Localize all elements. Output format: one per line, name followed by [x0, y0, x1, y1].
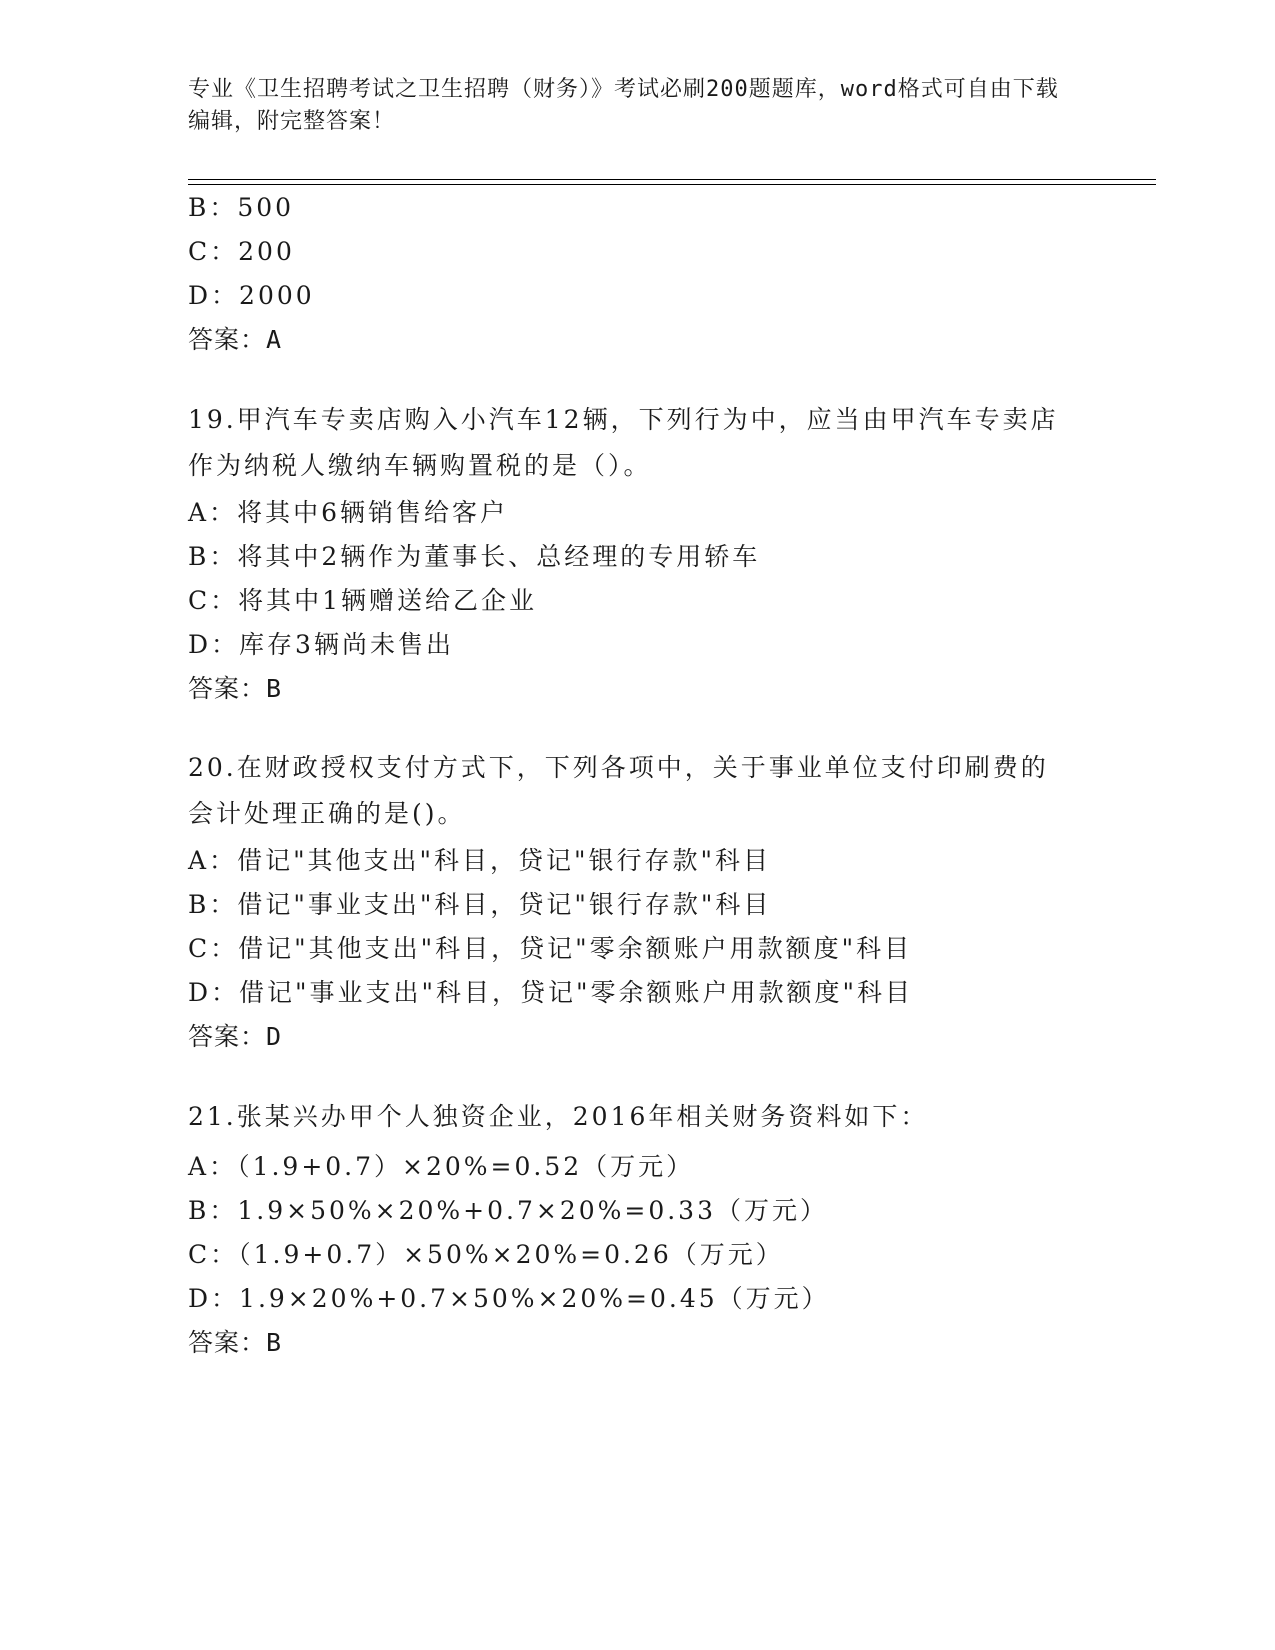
option-key: C：	[188, 237, 239, 266]
document-header	[188, 74, 1068, 138]
option-key: B：	[188, 890, 238, 919]
answer-label: 答案：	[188, 1022, 267, 1051]
option-key: A：	[188, 1152, 238, 1181]
option-key: D：	[188, 630, 240, 659]
option-text: 库存3辆尚未售出	[239, 630, 454, 659]
q21-option-d	[188, 1279, 1068, 1315]
option-text: 借记"事业支出"科目，贷记"银行存款"科目	[237, 890, 772, 919]
q19-answer	[188, 669, 282, 705]
option-text: 借记"其他支出"科目，贷记"零余额账户用款额度"科目	[238, 934, 913, 963]
option-text: （1.9+0.7）×50%×20%=0.26（万元）	[238, 1240, 784, 1269]
q18-option-c	[188, 232, 1068, 268]
answer-value: D	[266, 1022, 283, 1051]
header-divider-top	[188, 179, 1156, 180]
q21-option-a	[188, 1147, 1068, 1183]
q21-option-c	[188, 1235, 1068, 1271]
q18-answer	[188, 320, 282, 356]
q19-option-a	[188, 493, 1068, 529]
q18-option-d	[188, 276, 1068, 312]
option-text: 将其中1辆赠送给乙企业	[238, 586, 538, 615]
option-text: 200	[238, 237, 295, 266]
option-key: C：	[188, 934, 239, 963]
answer-value: A	[266, 325, 283, 354]
q19-option-c	[188, 581, 1068, 617]
option-text: 借记"其他支出"科目，贷记"银行存款"科目	[237, 846, 772, 875]
q21-option-b	[188, 1191, 1068, 1227]
option-key: C：	[188, 586, 239, 615]
option-key: B：	[188, 542, 238, 571]
answer-value: B	[266, 674, 283, 703]
option-text: 500	[237, 193, 295, 222]
q20-question: 20.在财政授权支付方式下，下列各项中，关于事业单位支付印刷费的会计处理正确的是()。	[188, 753, 1049, 828]
q20-option-a	[188, 841, 1068, 877]
q19-question: 19.甲汽车专卖店购入小汽车12辆，下列行为中，应当由甲汽车专卖店作为纳税人缴纳车辆购置税的是（）。	[188, 405, 1059, 480]
option-key: D：	[188, 978, 240, 1007]
option-text: 1.9×20%+0.7×50%×20%=0.45（万元）	[239, 1284, 830, 1313]
option-text: 将其中2辆作为董事长、总经理的专用轿车	[237, 542, 761, 571]
answer-label: 答案：	[188, 674, 267, 703]
option-key: C：	[188, 1240, 239, 1269]
option-key: A：	[188, 846, 238, 875]
answer-label: 答案：	[188, 1328, 267, 1357]
q21-question: 21.张某兴办甲个人独资企业，2016年相关财务资料如下：	[188, 1102, 929, 1131]
option-key: B：	[188, 193, 238, 222]
q19-option-b	[188, 537, 1068, 573]
q20-option-b	[188, 885, 1068, 921]
option-text: 将其中6辆销售给客户	[237, 498, 508, 527]
q18-option-b	[188, 188, 1068, 224]
option-key: B：	[188, 1196, 238, 1225]
option-key: D：	[188, 281, 240, 310]
option-text: 1.9×50%×20%+0.7×20%=0.33（万元）	[237, 1196, 828, 1225]
option-text: 借记"事业支出"科目，贷记"零余额账户用款额度"科目	[239, 978, 914, 1007]
header-text: 专业《卫生招聘考试之卫生招聘（财务）》考试必刷200题题库，word格式可自由下载编辑，附完整答案！	[188, 77, 1059, 134]
answer-value: B	[266, 1328, 283, 1357]
option-key: D：	[188, 1284, 240, 1313]
q20-option-d	[188, 973, 1068, 1009]
option-key: A：	[188, 498, 238, 527]
option-text: （1.9+0.7）×20%=0.52（万元）	[237, 1152, 695, 1181]
option-text: 2000	[239, 281, 315, 310]
q21-answer	[188, 1323, 282, 1359]
q20-option-c	[188, 929, 1068, 965]
answer-label: 答案：	[188, 325, 267, 354]
header-divider-bottom	[188, 184, 1156, 185]
q20-answer	[188, 1017, 282, 1053]
q19-option-d	[188, 625, 1068, 661]
